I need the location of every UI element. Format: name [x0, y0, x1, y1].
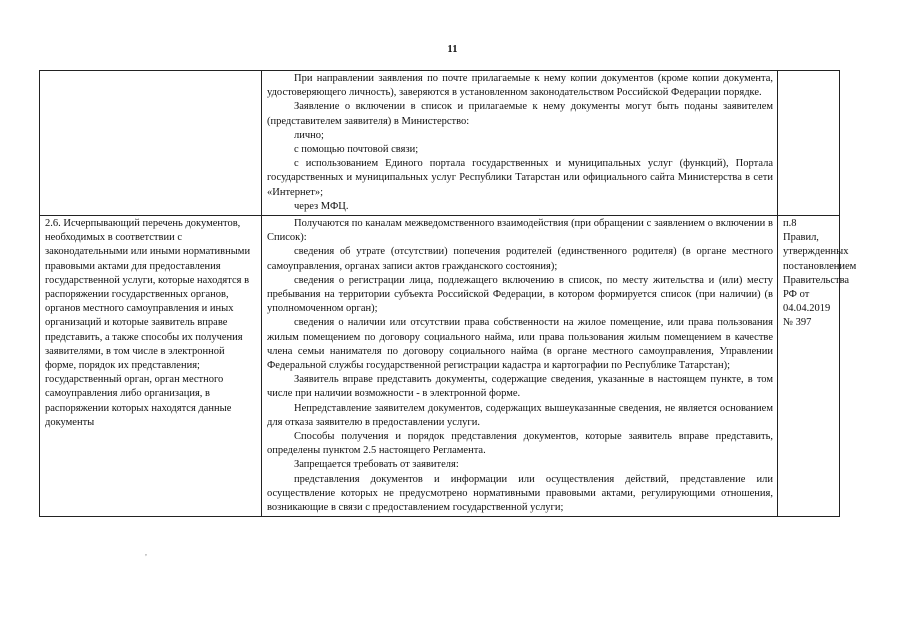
regulation-table: [39, 70, 857, 517]
row2-reference-cell: [778, 216, 857, 517]
page-number: 11: [447, 44, 458, 55]
row1-title-cell: [40, 71, 262, 216]
paragraph: Получаются по каналам межведомственного взаимодействия (при обращении с заявлением о включении в Список):: [267, 218, 773, 244]
paragraph: Заявитель вправе представить документы, содержащие сведения, указанные в настоящем пункте, в том числе при наличии возможности - в электронной форме.: [267, 374, 773, 400]
row1-content-cell: [262, 71, 778, 216]
table-row: [40, 216, 840, 517]
paragraph: сведения о наличии или отсутствии права собственности на жилое помещение, или права пользования жилым помещением по договору социального найма, или права пользования жилым помещением в качестве члена семьи нанимателя по договору социального найма (в органе местного самоуправления, Управлении Федеральной службы государственной регистрации кадастра и картографии по Республике Татарстан);: [267, 317, 773, 372]
paragraph: Запрещается требовать от заявителя:: [294, 459, 459, 471]
row2-title-cell: [40, 216, 262, 517]
paragraph: Заявление о включении в список и прилагаемые к нему документы могут быть поданы заявителем (представителем заявителя) в Министерство:: [267, 101, 773, 127]
table-row: [40, 71, 840, 216]
section-title: 2.6. Исчерпывающий перечень документов, необходимых в соответствии с законодательными или иными нормативными правовыми актами для предоставления государственной услуги, которые находятся в распоряжении государственных органов, органов местного самоуправления и иных организаций и которые заявитель вправе представить, а также способы их получения заявителями, в том числе в электронной форме, порядок их представления; государственный орган, орган местного самоуправления либо организация, в распоряжении которых находятся данные документы: [45, 218, 251, 428]
paragraph: При направлении заявления по почте прилагаемые к нему копии документов (кроме копии документа, удостоверяющего личность), заверяются в установленном законодательством Российской Федерации порядке.: [267, 73, 773, 99]
row1-reference-cell: [778, 71, 840, 216]
paragraph: сведения о регистрации лица, подлежащего включению в список, по месту жительства и (или) месту пребывания на территории субъекта Российской Федерации, в котором формируется список (при наличии) (в уполномоченном орган);: [267, 274, 773, 315]
paragraph: через МФЦ.: [294, 200, 349, 212]
legal-reference: п.8 Правил, утвержденных постановлением Правительства РФ от 04.04.2019 № 397: [783, 218, 857, 329]
paragraph: Способы получения и порядок представления документов, которые заявитель вправе представить, определены пунктом 2.5 настоящего Регламента.: [267, 431, 773, 457]
paragraph: с помощью почтовой связи;: [294, 144, 419, 156]
row2-content-cell: [262, 216, 778, 517]
paragraph: Непредставление заявителем документов, содержащих вышеуказанные сведения, не является основанием для отказа заявителю в предоставлении услуги.: [267, 402, 773, 428]
paragraph: с использованием Единого портала государственных и муниципальных услуг (функций), Портала государственных и муниципальных услуг Республики Татарстан или официального сайта Министерства в сети «Интернет»;: [267, 158, 773, 198]
paragraph: лично;: [294, 129, 324, 141]
paragraph: сведения об утрате (отсутствии) попечения родителей (единственного родителя) (в органе местного самоуправления, органах записи актов гражданского состояния);: [267, 246, 773, 272]
scan-mark: ,: [145, 548, 147, 557]
paragraph: представления документов и информации или осуществления действий, представление или осуществление которых не предусмотрено нормативными правовыми актами, регулирующими отношения, возникающие в связи с предоставлением государственной услуги;: [267, 473, 773, 514]
